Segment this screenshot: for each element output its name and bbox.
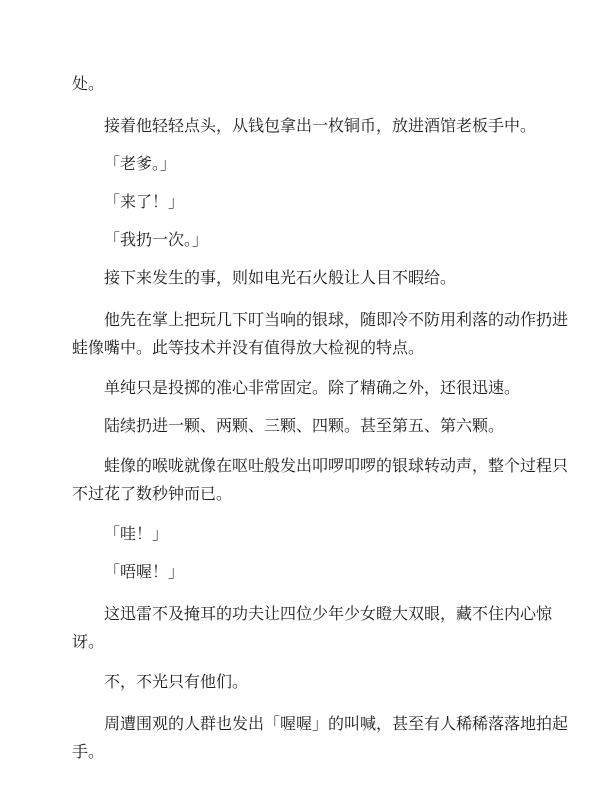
paragraph-line: 接着他轻轻点头，从钱包拿出一枚铜币，放进酒馆老板手中。 xyxy=(104,116,537,135)
dialogue-line: 「哇！」 xyxy=(104,524,169,543)
paragraph-line: 处。 xyxy=(72,74,105,93)
paragraph-line: 不，不光只有他们。 xyxy=(104,672,249,691)
paragraph-line: 接下来发生的事，则如电光石火般让人目不暇给。 xyxy=(104,268,457,287)
paragraph-line: 蛙像的喉咙就像在呕吐般发出叩啰叩啰的银球转动声，整个过程只 xyxy=(104,456,569,475)
paragraph-line: 蛙像嘴中。此等技术并没有值得放大检视的特点。 xyxy=(72,338,425,357)
paragraph-line: 不过花了数秒钟而已。 xyxy=(72,484,233,503)
dialogue-line: 「老爹。」 xyxy=(104,154,177,173)
dialogue-line: 「我扔一次。」 xyxy=(104,230,209,249)
paragraph-line: 手。 xyxy=(72,742,105,761)
paragraph-line: 周遭围观的人群也发出「喔喔」的叫喊，甚至有人稀稀落落地拍起 xyxy=(104,714,569,733)
paragraph-line: 他先在掌上把玩几下叮当响的银球，随即冷不防用利落的动作扔进 xyxy=(104,310,569,329)
dialogue-line: 「来了！」 xyxy=(104,192,185,211)
paragraph-line: 这迅雷不及掩耳的功夫让四位少年少女瞪大双眼，藏不住内心惊 xyxy=(104,604,553,623)
paragraph-line: 讶。 xyxy=(72,632,105,651)
paragraph-line: 陆续扔进一颗、两颗、三颗、四颗。甚至第五、第六颗。 xyxy=(104,416,505,435)
dialogue-line: 「唔喔！」 xyxy=(104,562,185,581)
paragraph-line: 单纯只是投掷的准心非常固定。除了精确之外，还很迅速。 xyxy=(104,378,521,397)
